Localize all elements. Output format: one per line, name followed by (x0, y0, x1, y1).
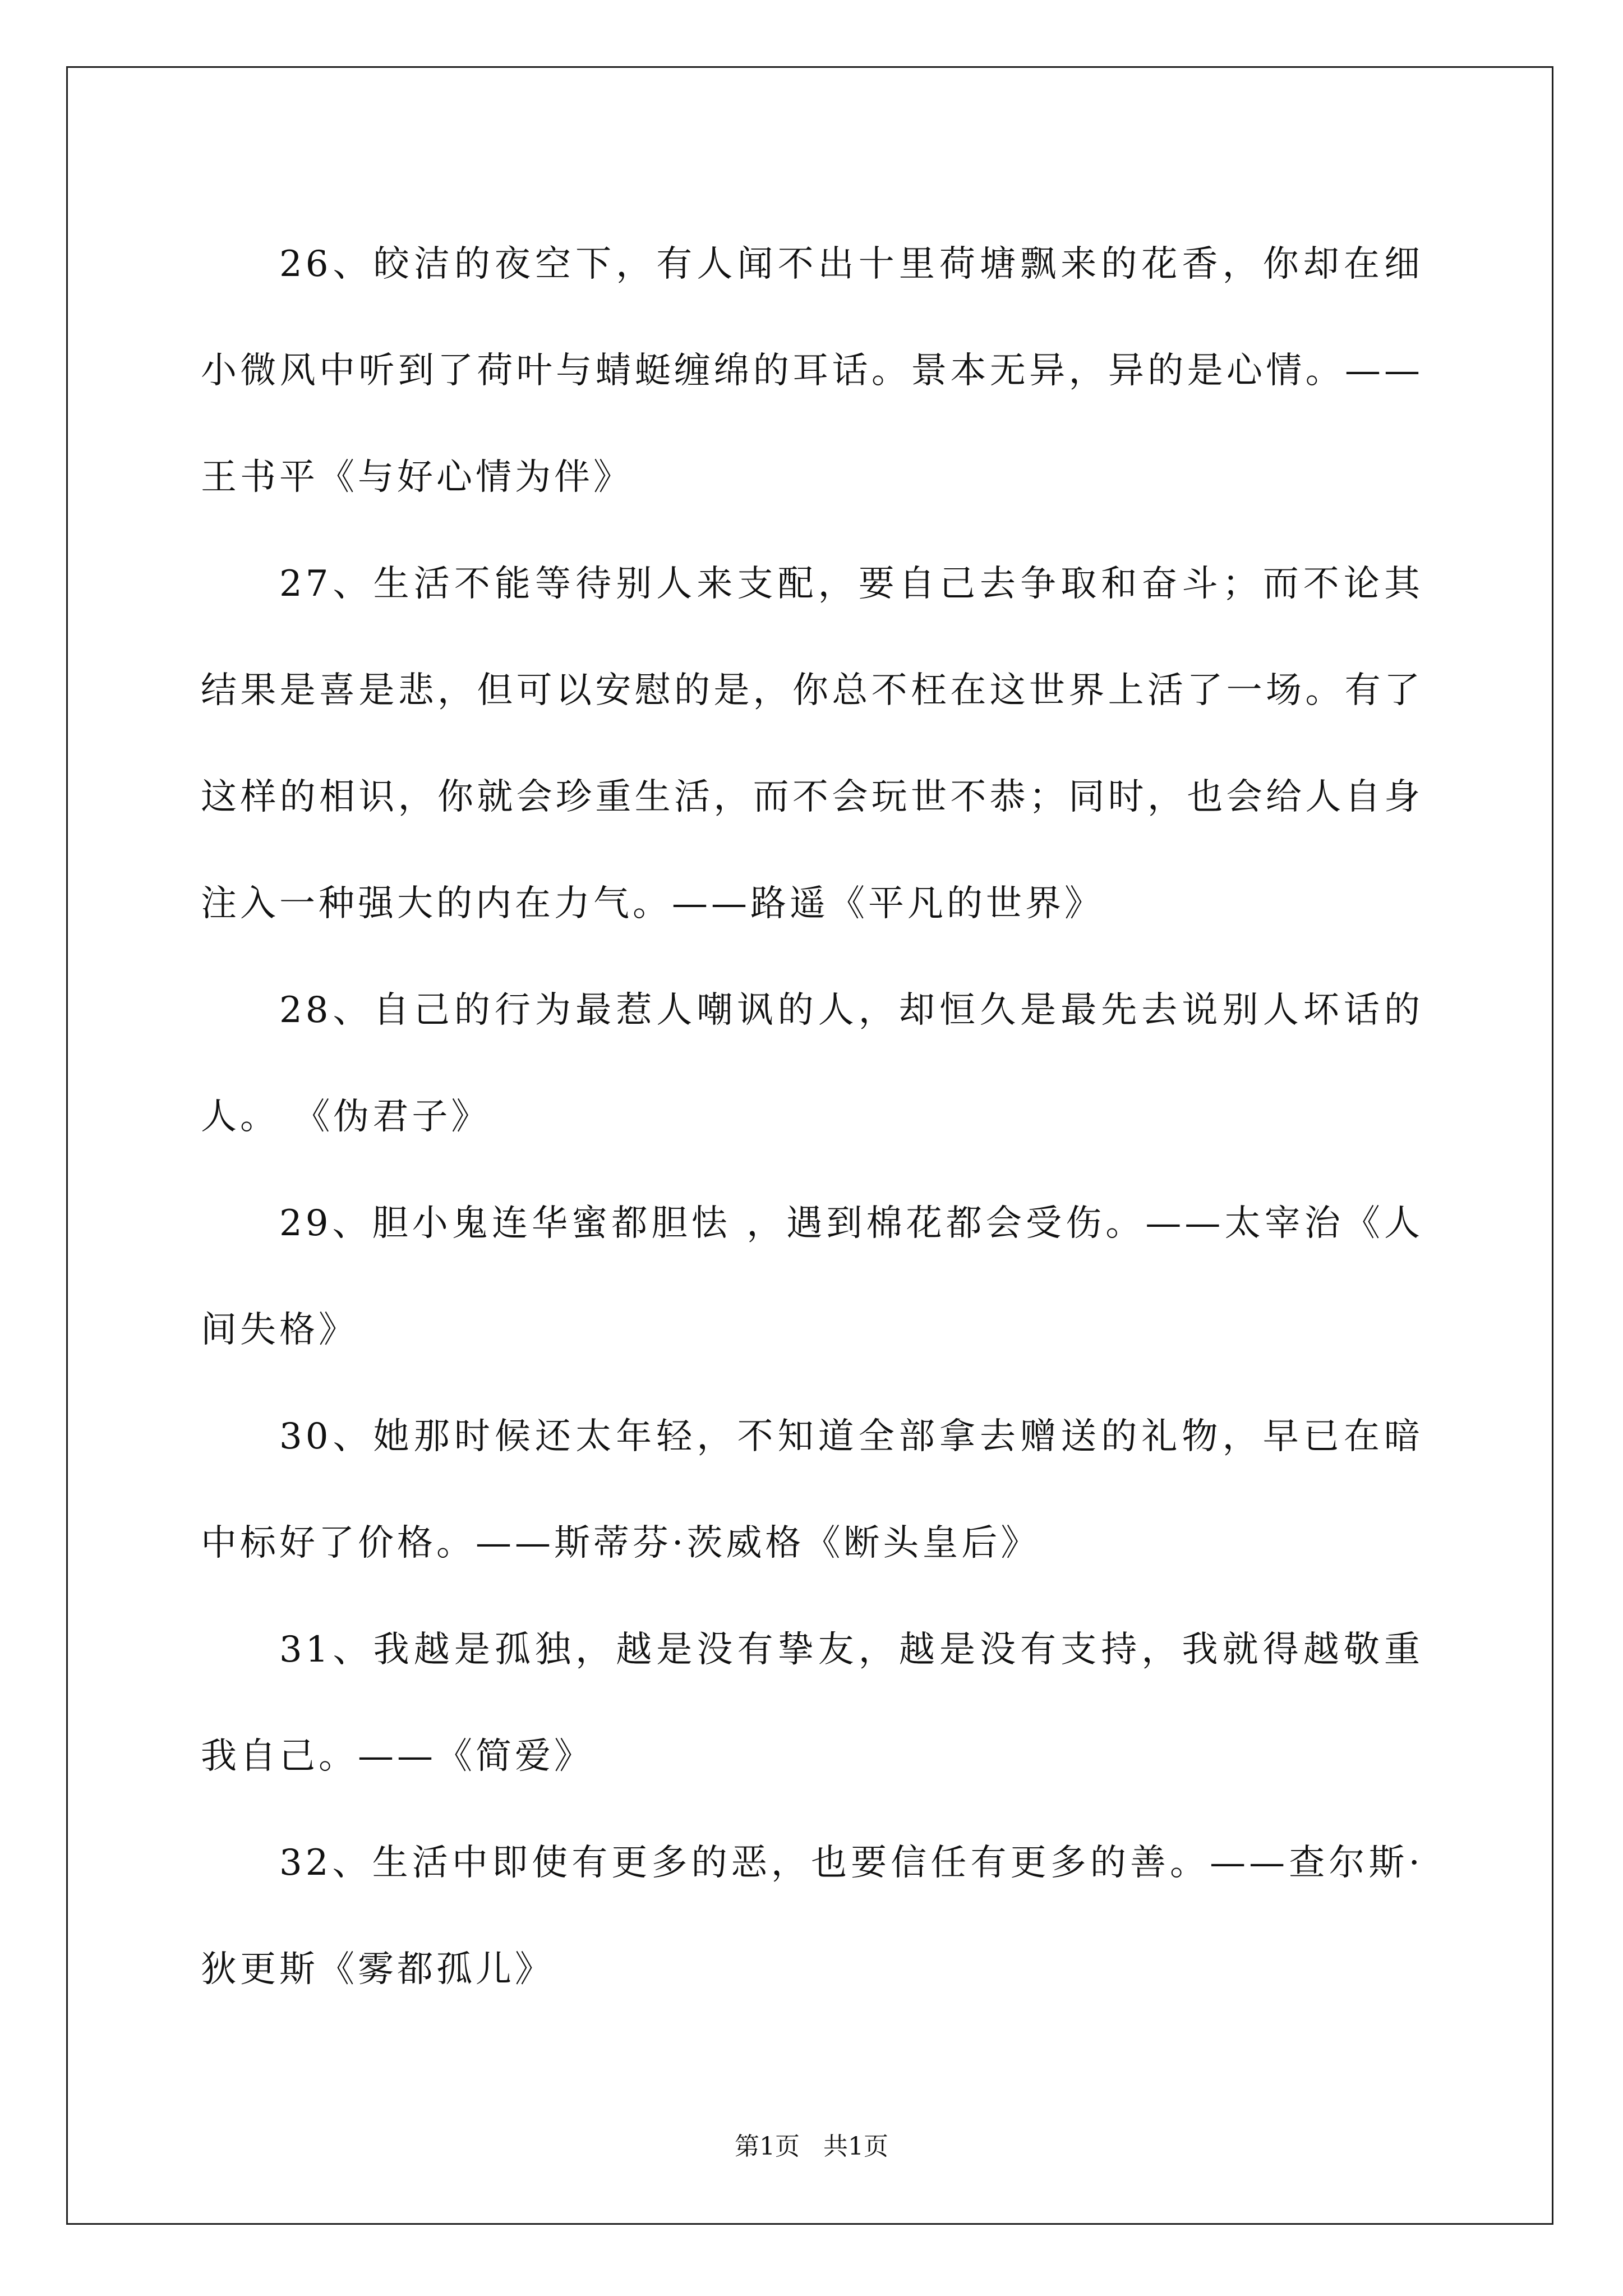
quote-paragraph-32: 32、生活中即使有更多的恶，也要信任有更多的善。——查尔斯·狄更斯《雾都孤儿》 (201, 1842, 1423, 1990)
quote-paragraph-31: 31、我越是孤独，越是没有挚友，越是没有支持，我就得越敬重我自己。——《简爱》 (201, 1629, 1423, 1777)
document-body (201, 211, 1423, 2023)
page-number-footer: 第1页 共1页 (735, 2132, 888, 2161)
quote-paragraph-28: 28、自己的行为最惹人嘲讽的人，却恒久是最先去说别人坏话的人。 《伪君子》 (201, 990, 1423, 1138)
quote-paragraph-27: 27、生活不能等待别人来支配，要自己去争取和奋斗；而不论其结果是喜是悲，但可以安慰的是，你总不枉在这世界上活了一场。有了这样的相识，你就会珍重生活，而不会玩世不恭；同时，也会给人自身注入一种强大的内在力气。——路遥《平凡的世界》 (201, 563, 1423, 924)
quote-paragraph-26: 26、皎洁的夜空下，有人闻不出十里荷塘飘来的花香，你却在细小微风中听到了荷叶与蜻蜓缠绵的耳话。景本无异，异的是心情。——王书平《与好心情为伴》 (201, 243, 1423, 498)
quote-paragraph-30: 30、她那时候还太年轻，不知道全部拿去赠送的礼物，早已在暗中标好了价格。——斯蒂芬·茨威格《断头皇后》 (201, 1416, 1423, 1564)
quote-paragraph-29: 29、胆小鬼连华蜜都胆怯 ，遇到棉花都会受伤。——太宰治《人间失格》 (201, 1203, 1423, 1351)
